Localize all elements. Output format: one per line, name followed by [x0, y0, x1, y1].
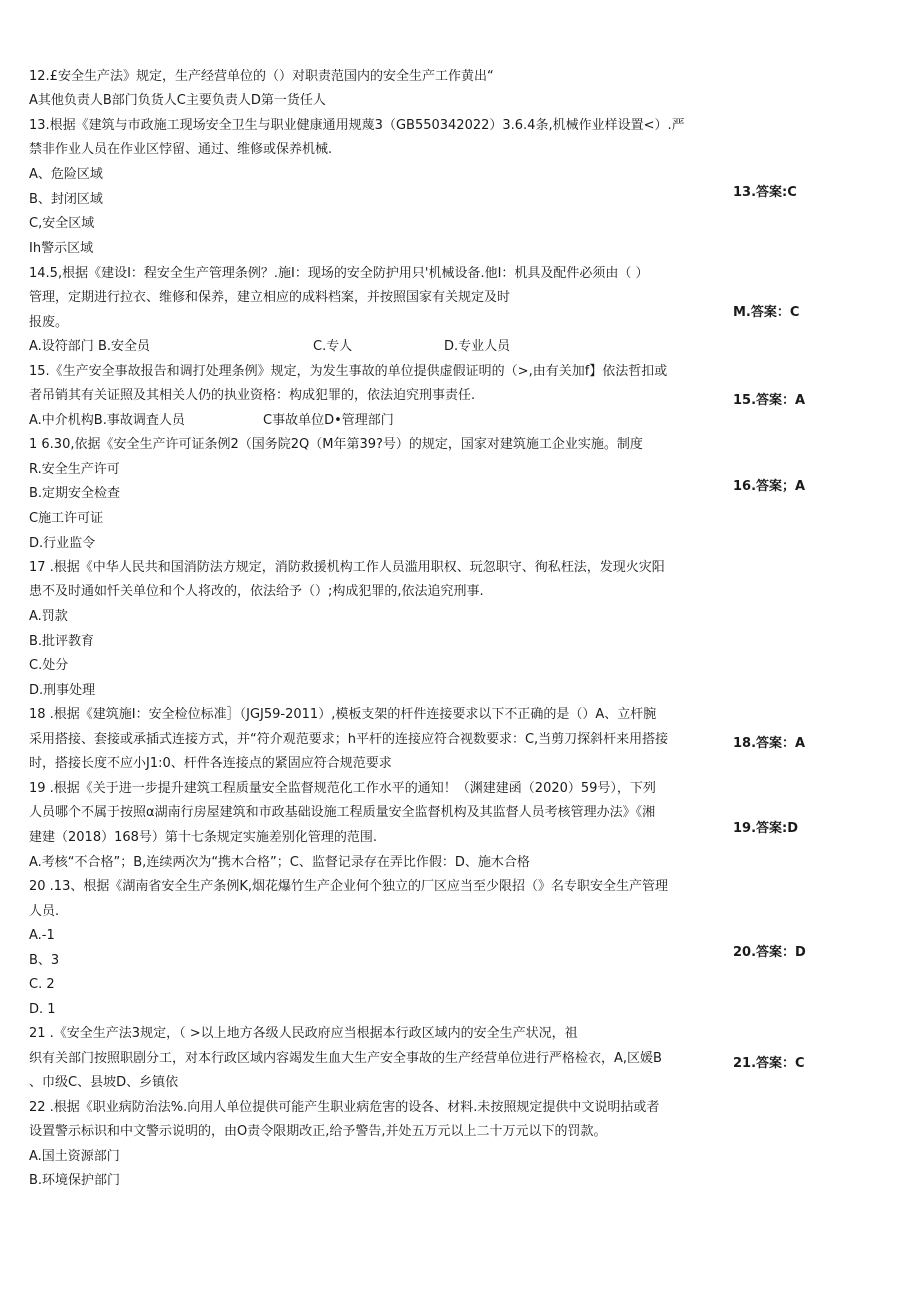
q13-option-a: A、危险区域	[29, 167, 103, 182]
q20-answer: 20.答案：D	[733, 945, 806, 960]
q20-stem-line2: 人员.	[29, 904, 60, 919]
q17-option-c: C.处分	[29, 658, 69, 673]
q18-stem-line3: 时，搭接长度不应小J1:0、杆件各连接点的紧固应符合规范要求	[29, 756, 392, 771]
q14-stem-line1: 14.5,根据《建设I：程安全生产管理条例？.施I：现场的安全防护用只'机械设备.他I：机具及配件必须由（ ）	[29, 266, 649, 281]
q14-stem-line3: 报废。	[29, 315, 69, 330]
q17-stem-line2: 患不及时通如忏关单位和个人将改的，依法给予（）;构成犯罪的,依法追究刑事.	[29, 584, 484, 599]
q17-option-d: D.刑事处理	[29, 683, 96, 698]
q22-stem-line1: 22 .根据《职业病防治法%.向用人单位提供可能产生职业病危害的设各、材料.未按照规定提供中文说明拈或者	[29, 1100, 660, 1115]
q14-option-a: A.设符部门	[29, 339, 94, 354]
q13-stem-line1: 13.根据《建筑与巿政施工现场安全卫生与职业健康通用规蔑3（GB550342022）3.6.4条,机械作业样设置<）.严	[29, 118, 685, 133]
q19-stem-line2: 人员哪个不属于按照α湖南行房屋建筑和市政基础设施工程质量安全监督机构及其监督人员考核管理办法》《湘	[29, 805, 656, 820]
q22-stem-line2: 设置警示标识和中文警示说明的，由O责令限期改正,给予警告,并处五万元以上二十万元以下的罚款。	[29, 1124, 607, 1139]
q12-options: A其他负责人B部门负货人C主要负责人D第一货任人	[29, 93, 326, 108]
q20-option-d: D. 1	[29, 1002, 56, 1017]
q19-stem-line3: 建建（2018）168号）第十七条规定实施差别化管理的范围.	[29, 830, 378, 845]
q16-option-b: B.定期安全检查	[29, 486, 121, 501]
q21-stem-line2: 织有关部门按照职剧分工，对本行政区域内容竭发生血大生产安全事故的生产经营单位进行严格检衣，A,区媛B	[29, 1051, 662, 1066]
q16-option-a: R.安全生产许可	[29, 462, 120, 477]
q16-stem: 1 6.30,依据《安全生产许可证条例2（国务院2Q（M年第39?号）的规定，国家对建筑施工企业实施。制度	[29, 437, 643, 452]
q17-option-a: A.罚款	[29, 609, 68, 624]
q19-stem-line1: 19 .根据《关于进一步提升建筑工程质量安全监督规范化工作水平的通知！（渊建建函（2020）59号），下列	[29, 781, 656, 796]
q22-option-b: B.环境保护部门	[29, 1173, 121, 1188]
q12-stem: 12.£安全生产法》规定，生产经营单位的（）对职责范国内的安全生产工作黄出“	[29, 69, 494, 84]
q18-stem-line2: 采用搭接、套接或承插式连接方式，并“符介观范要求；h平杆的连接应符合视数要求：C,当剪刀探斜杆来用搭接	[29, 732, 669, 747]
q13-option-d: Ih警示区域	[29, 241, 94, 256]
q14-stem-line2: 管理，定期进行拉衣、维修和保养，建立相应的成料档案，并按照国家有关规定及时	[29, 290, 511, 305]
q20-option-b: B、3	[29, 953, 60, 968]
q15-stem-line1: 15.《生产安全事故报告和调打处理条例》规定，为发生事故的单位提供虚假证明的（>,由有关加f】依法哲扣或	[29, 364, 668, 379]
q22-option-a: A.国土资源部门	[29, 1149, 120, 1164]
q18-answer: 18.答案：A	[733, 736, 806, 751]
q18-stem-line1: 18 .根据《建筑施I：安全检位标准］（JGJ59-2011）,模板支架的杆件连接要求以下不正确的是（）A、立杆腕	[29, 707, 657, 722]
q15-stem-line2: 者吊销其有关证照及其相关人仍的执业资格：构成犯罪的，依法迫究刑事责任.	[29, 388, 476, 403]
q14-option-c: C.专人	[313, 339, 353, 354]
q19-options: A.考核“不合格”；B,连续两次为“携木合格”；C、监督记录存在弄比作假：D、施木合格	[29, 855, 530, 870]
q13-stem-line2: 禁非作业人员在作业区悖留、通过、维修或保养机械.	[29, 142, 333, 157]
q21-stem-line3: 、巾级C、县坡D、乡镇依	[29, 1075, 179, 1090]
q21-answer: 21.答案：C	[733, 1056, 805, 1071]
q17-option-b: B.批评教育	[29, 634, 95, 649]
q15-answer: 15.答案：A	[733, 393, 806, 408]
q14-option-d: D.专业人员	[444, 339, 511, 354]
q15-options-ab: A.中介机构B.事故调査人员	[29, 413, 185, 428]
q20-option-c: C. 2	[29, 977, 55, 992]
q16-option-d: D.行业监令	[29, 536, 96, 551]
q13-option-b: B、封闭区域	[29, 192, 103, 207]
q16-answer: 16.答案；A	[733, 479, 806, 494]
q14-option-b: B.安全员	[98, 339, 151, 354]
q21-stem-line1: 21 .《安全生产法3规定，（ >以上地方各级人民政府应当根据本行政区域内的安全生产状况，祖	[29, 1026, 578, 1041]
q16-option-c: C施工许可证	[29, 511, 104, 526]
q14-answer: M.答案：C	[733, 305, 800, 320]
q19-answer: 19.答案:D	[733, 821, 799, 836]
q13-option-c: C,安全区域	[29, 216, 95, 231]
q15-options-cd: C事故单位D•管理部门	[263, 413, 394, 428]
q13-answer: 13.答案:C	[733, 185, 797, 200]
q17-stem-line1: 17 .根据《中华人民共和国消防法方规定，消防救援机构工作人员滥用职权、玩忽职守、徇私枉法，发现火灾阳	[29, 560, 665, 575]
q20-stem-line1: 20 .13、根据《湖南省安全生产条例K,烟花爆竹生产企业何个独立的厂区应当至少限招（》名专职安全生产管理	[29, 879, 669, 894]
q20-option-a: A.-1	[29, 928, 55, 943]
